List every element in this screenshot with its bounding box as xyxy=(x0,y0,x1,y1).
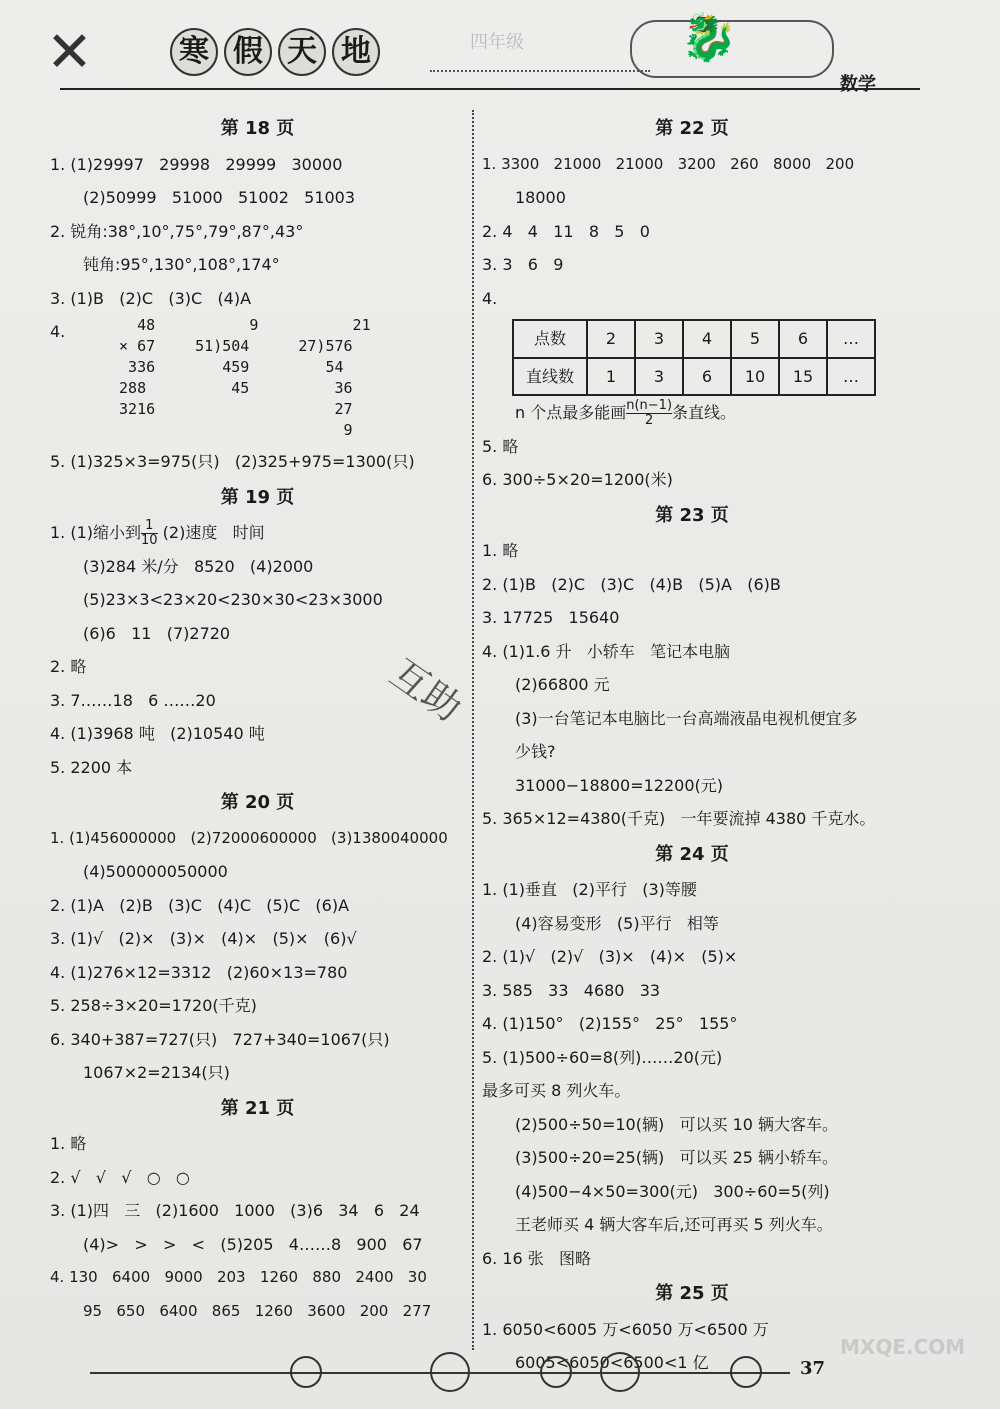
question-number: 4. xyxy=(50,322,66,341)
watermark: MXQE.COM xyxy=(840,1335,966,1359)
answer-line: 1. (1)29997 29998 29999 30000 xyxy=(50,154,343,174)
answer-line: (3)284 米/分 8520 (4)2000 xyxy=(83,556,314,576)
answer-line: 1. 略 xyxy=(50,1134,87,1153)
answer-line: (3)一台笔记本电脑比一台高端液晶电视机便宜多 xyxy=(515,708,858,728)
circle-ornament xyxy=(730,1356,762,1388)
answer-line: 1. 6050<6005 万<6050 万<6500 万 xyxy=(482,1319,769,1339)
answer-line: 5. (1)325×3=975(只) (2)325+975=1300(只) xyxy=(50,452,415,471)
answer-line: 1. 略 xyxy=(482,541,519,560)
answer-line: 4. 130 6400 9000 203 1260 880 2400 30 xyxy=(50,1268,427,1286)
table-cell: 15 xyxy=(779,358,827,396)
multiplication: 48 × 67 336 288 3216 xyxy=(119,316,156,418)
table-cell: 4 xyxy=(683,320,731,358)
page-number: 37 xyxy=(800,1358,826,1379)
answer-line: 6. 300÷5×20=1200(米) xyxy=(482,470,673,489)
answer-line: 钝角:95°,130°,108°,174° xyxy=(83,255,280,274)
answer-line: (2)500÷50=10(辆) 可以买 10 辆大客车。 xyxy=(515,1114,839,1134)
section-title: 第 19 页 xyxy=(220,486,295,508)
table-cell: 10 xyxy=(731,358,779,396)
fraction: $\frac{1}{10}$ xyxy=(141,518,158,548)
answer-line: 2. (1)A (2)B (3)C (4)C (5)C (6)A xyxy=(50,895,350,915)
grade-label: 四年级 xyxy=(470,32,524,53)
banner-title xyxy=(170,28,380,76)
answer-line: 5. (1)500÷60=8(列)……20(元) xyxy=(482,1047,723,1067)
points-lines-table xyxy=(512,319,876,396)
answer-line: 95 650 6400 865 1260 3600 200 277 xyxy=(83,1301,432,1320)
answer-line: (6)6 11 (7)2720 xyxy=(83,623,231,643)
table-cell: 点数 xyxy=(513,320,587,358)
answer-line: (4)500000050000 xyxy=(83,862,228,881)
table-cell: … xyxy=(827,320,875,358)
answer-line: 6. 340+387=727(只) 727+340=1067(只) xyxy=(50,1029,390,1049)
answer-line: 最多可买 8 列火车。 xyxy=(482,1081,631,1100)
section-title: 第 18 页 xyxy=(220,118,295,139)
answer-line: 18000 xyxy=(515,188,566,207)
header-rule xyxy=(60,88,920,90)
subject-label: 数学 xyxy=(840,74,876,95)
vertical-calculations xyxy=(50,315,465,445)
header-dotted-line xyxy=(430,70,650,72)
answer-line: 3. (1)四 三 (2)1600 1000 (3)6 34 6 24 xyxy=(50,1201,420,1220)
answer-line: 3. 7……18 6 ……20 xyxy=(50,690,216,710)
page-footer xyxy=(40,1350,940,1405)
answer-line: 4. (1)3968 吨 (2)10540 吨 xyxy=(50,724,265,743)
answer-line: 3. (1)B (2)C (3)C (4)A xyxy=(50,288,252,308)
answer-line: 4. xyxy=(482,288,498,308)
title-char: 寒 xyxy=(170,28,218,76)
answer-line: 5. 略 xyxy=(482,436,519,456)
division-2: 21 27)576 54 36 27 9 xyxy=(298,316,371,439)
right-column xyxy=(482,110,902,1380)
answer-line: 1. 3300 21000 21000 3200 260 8000 200 xyxy=(482,154,855,173)
table-cell: 1 xyxy=(587,358,635,396)
answer-line: 1. (1)456000000 (2)72000600000 (3)1380040000 xyxy=(50,828,448,847)
answer-line: 3. 585 33 4680 33 xyxy=(482,980,661,1000)
section-title: 第 22 页 xyxy=(655,118,729,139)
column-divider xyxy=(472,110,474,1350)
circle-ornament xyxy=(540,1356,572,1388)
table-cell: 3 xyxy=(635,358,683,396)
answer-line: 2. 锐角:38°,10°,75°,79°,87°,43° xyxy=(50,221,304,241)
answer-line: 2. 略 xyxy=(50,657,87,676)
answer-line: 3. 17725 15640 xyxy=(482,608,620,627)
answer-line: 少钱? xyxy=(515,742,556,761)
section-title: 第 24 页 xyxy=(655,843,729,865)
answer-line: (3)500÷20=25(辆) 可以买 25 辆小轿车。 xyxy=(515,1148,839,1167)
circle-ornament xyxy=(430,1352,470,1392)
title-char: 地 xyxy=(332,28,380,76)
answer-line: 31000−18800=12200(元) xyxy=(515,775,723,795)
table-cell: 2 xyxy=(587,320,635,358)
answer-line: (4)容易变形 (5)平行 相等 xyxy=(515,913,719,933)
answer-line: (2)50999 51000 51002 51003 xyxy=(83,188,356,207)
section-title: 第 20 页 xyxy=(220,792,295,813)
answer-line: 6. 16 张 图略 xyxy=(482,1248,592,1268)
answer-line: 5. 2200 本 xyxy=(50,757,133,777)
division-1: 9 51)504 459 45 xyxy=(195,316,259,397)
section-title: 第 21 页 xyxy=(220,1097,295,1119)
handwritten-note: 互助 xyxy=(382,650,470,731)
answer-line: 3. (1)√ (2)× (3)× (4)× (5)× (6)√ xyxy=(50,929,357,948)
table-cell: 3 xyxy=(635,320,683,358)
title-char: 假 xyxy=(224,28,272,76)
answer-line: 2. 4 4 11 8 5 0 xyxy=(482,221,650,241)
table-cell: 6 xyxy=(779,320,827,358)
table-row xyxy=(513,358,875,396)
answer-line: 王老师买 4 辆大客车后,还可再买 5 列火车。 xyxy=(515,1215,833,1234)
answer-line: 1067×2=2134(只) xyxy=(83,1063,230,1082)
table-row xyxy=(513,320,875,358)
answer-line: 4. (1)276×12=3312 (2)60×13=780 xyxy=(50,962,348,982)
answer-line: 2. (1)√ (2)√ (3)× (4)× (5)× xyxy=(482,947,738,966)
answer-line: 3. 3 6 9 xyxy=(482,255,564,274)
section-title: 第 25 页 xyxy=(655,1283,729,1304)
table-cell: 5 xyxy=(731,320,779,358)
circle-ornament xyxy=(290,1356,322,1388)
table-cell: 直线数 xyxy=(513,358,587,396)
table-cell: … xyxy=(827,358,875,396)
windmill-icon: ✕ xyxy=(46,20,93,85)
fraction: $\frac{n(n-1)}{2}$ xyxy=(626,398,673,428)
circle-ornament xyxy=(600,1352,640,1392)
answer-line: 5. 365×12=4380(千克) 一年要流掉 4380 千克水。 xyxy=(482,809,876,828)
answer-line: 4. (1)150° (2)155° 25° 155° xyxy=(482,1014,738,1033)
answer-line: 4. (1)1.6 升 小轿车 笔记本电脑 xyxy=(482,641,731,661)
answer-line: 5. 258÷3×20=1720(千克) xyxy=(50,996,257,1015)
answer-line: 1. (1)缩小到 $\frac{1}{10} (2)$速度 时间 xyxy=(50,518,265,548)
page-header xyxy=(40,10,920,95)
answer-line: 6005<6050<6500<1 亿 xyxy=(515,1353,709,1372)
mascot-icon: 🐉 xyxy=(680,10,738,64)
answer-line: n 个点最多能画 $\frac{n(n-1)}{2}$条直线。 xyxy=(515,398,737,428)
answer-line: (4)500−4×50=300(元) 300÷60=5(列) xyxy=(515,1181,830,1201)
answer-line: 2. (1)B (2)C (3)C (4)B (5)A (6)B xyxy=(482,574,781,594)
answer-line: (5)23×3<23×20<230×30<23×3000 xyxy=(83,590,383,609)
answer-line: 2. √ √ √ ○ ○ xyxy=(50,1167,190,1187)
answer-line: 1. (1)垂直 (2)平行 (3)等腰 xyxy=(482,880,697,899)
title-char: 天 xyxy=(278,28,326,76)
answer-line: (4)> > > < (5)205 4……8 900 67 xyxy=(83,1234,423,1254)
left-column xyxy=(50,110,465,1328)
answer-line: (2)66800 元 xyxy=(515,675,610,694)
section-title: 第 23 页 xyxy=(655,504,729,526)
table-cell: 6 xyxy=(683,358,731,396)
